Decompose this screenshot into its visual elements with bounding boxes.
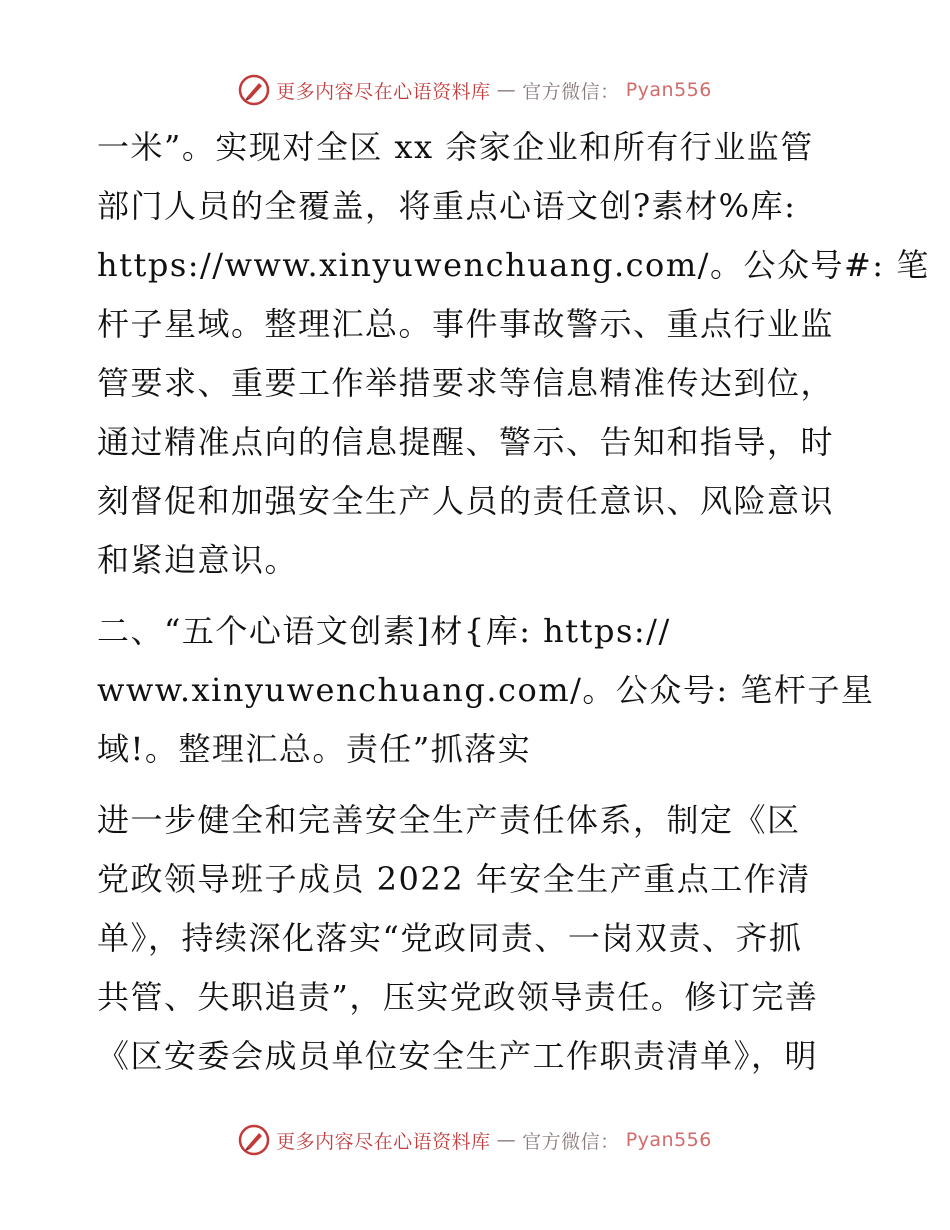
banner-official-label: 官方微信： xyxy=(522,80,620,103)
pen-logo-icon xyxy=(238,1124,270,1156)
text-line: 通过精准点向的信息提醒、警示、告知和指导，时 xyxy=(97,423,835,461)
heading-line: 二、“五个心语文创素]材{库: https:// xyxy=(97,612,671,650)
text-line: 部门人员的全覆盖，将重点心语文创?素材%库: xyxy=(97,187,797,225)
text-line: 《区安委会成员单位安全生产工作职责清单》，明 xyxy=(97,1037,819,1075)
text-line: 进一步健全和完善安全生产责任体系，制定《区 xyxy=(97,801,801,839)
text-line: 刻督促和加强安全生产人员的责任意识、风险意识 xyxy=(97,482,835,520)
text-line: 单》，持续深化落实“党政同责、一岗双责、齐抓 xyxy=(97,919,803,957)
heading-line: 域!。整理汇总。责任”抓落实 xyxy=(97,730,532,768)
header-banner xyxy=(0,70,950,110)
text-line: 杆子星域。整理汇总。事件事故警示、重点行业监 xyxy=(97,305,835,343)
banner-main-text: 更多内容尽在心语资料库 xyxy=(276,80,491,103)
banner-wechat-id: Pyan556 xyxy=(625,79,712,101)
text-line: 管要求、重要工作举措要求等信息精准传达到位， xyxy=(97,364,835,402)
banner-dash: — xyxy=(496,1129,517,1151)
footer-banner xyxy=(0,1120,950,1160)
text-line: 一米”。实现对全区 xx 余家企业和所有行业监管 xyxy=(97,128,814,166)
text-line: 共管、失职追责”，压实党政领导责任。修订完善 xyxy=(97,978,819,1016)
text-line: https://www.xinyuwenchuang.com/。公众号#: 笔 xyxy=(97,246,930,284)
paragraph-1 xyxy=(97,118,930,590)
document-body xyxy=(97,118,930,1086)
pen-logo-icon xyxy=(238,74,270,106)
banner-wechat-id: Pyan556 xyxy=(625,1129,712,1151)
section-heading xyxy=(97,602,875,779)
banner-official-label: 官方微信： xyxy=(522,1130,620,1153)
paragraph-spacer xyxy=(97,590,857,602)
paragraph-spacer xyxy=(97,779,857,791)
paragraph-3 xyxy=(97,791,857,1086)
banner-dash: — xyxy=(496,79,517,101)
banner-main-text: 更多内容尽在心语资料库 xyxy=(276,1130,491,1153)
text-line: 和紧迫意识。 xyxy=(97,541,299,579)
heading-line: www.xinyuwenchuang.com/。公众号: 笔杆子星 xyxy=(97,671,875,709)
text-line: 党政领导班子成员 2022 年安全生产重点工作清 xyxy=(97,860,811,898)
